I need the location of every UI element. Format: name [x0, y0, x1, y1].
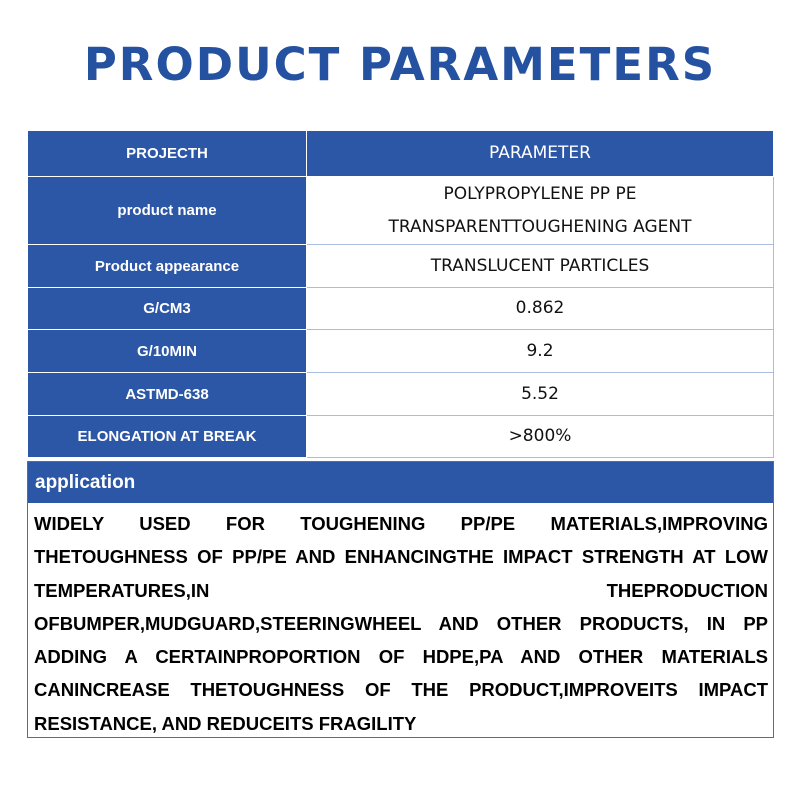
table-row	[28, 373, 774, 416]
row-value-appearance: TRANSLUCENT PARTICLES	[307, 245, 774, 288]
row-key-density: G/CM3	[28, 288, 307, 330]
product-name-line-1: POLYPROPYLENE PP PE	[443, 183, 637, 204]
row-value-elongation: >800%	[307, 416, 774, 458]
row-key-elongation: ELONGATION AT BREAK	[28, 416, 307, 458]
row-value-melt-index: 9.2	[307, 330, 774, 373]
table-row	[28, 245, 774, 288]
page-title: PRODUCT PARAMETERS	[83, 38, 717, 91]
table-header-row	[28, 131, 774, 177]
row-key-astmd: ASTMD-638	[28, 373, 307, 416]
table-row	[28, 330, 774, 373]
header-key-cell: PROJECTH	[28, 131, 307, 177]
row-value-product-name	[307, 177, 774, 245]
table-row	[28, 288, 774, 330]
application-heading: application	[28, 462, 773, 503]
row-value-astmd: 5.52	[307, 373, 774, 416]
application-text: WIDELY USED FOR TOUGHENING PP/PE MATERIALS,IMPROVING THETOUGHNESS OF PP/PE AND ENHANCINGTHE IMPACT STRENGTH AT LOW TEMPERATURES,IN THEPRODUCTION OFBUMPER,MUDGUARD,STEERINGWHEEL AND OTHER PRODUCTS, IN PP ADDING A CERTAINPROPORTION OF HDPE,PA AND OTHER MATERIALS CANINCREASE THETOUGHNESS OF THE PRODUCT,IMPROVEITS IMPACT RESISTANCE, AND REDUCEITS FRAGILITY	[34, 513, 768, 734]
table-row	[28, 416, 774, 458]
row-value-density: 0.862	[307, 288, 774, 330]
row-key-product-name: product name	[28, 177, 307, 245]
parameters-table	[27, 130, 774, 458]
table-row	[28, 177, 774, 245]
row-key-appearance: Product appearance	[28, 245, 307, 288]
application-section	[27, 461, 774, 738]
product-name-line-2: TRANSPARENTTOUGHENING AGENT	[388, 216, 692, 237]
row-key-melt-index: G/10MIN	[28, 330, 307, 373]
header-value-cell: PARAMETER	[307, 131, 774, 177]
